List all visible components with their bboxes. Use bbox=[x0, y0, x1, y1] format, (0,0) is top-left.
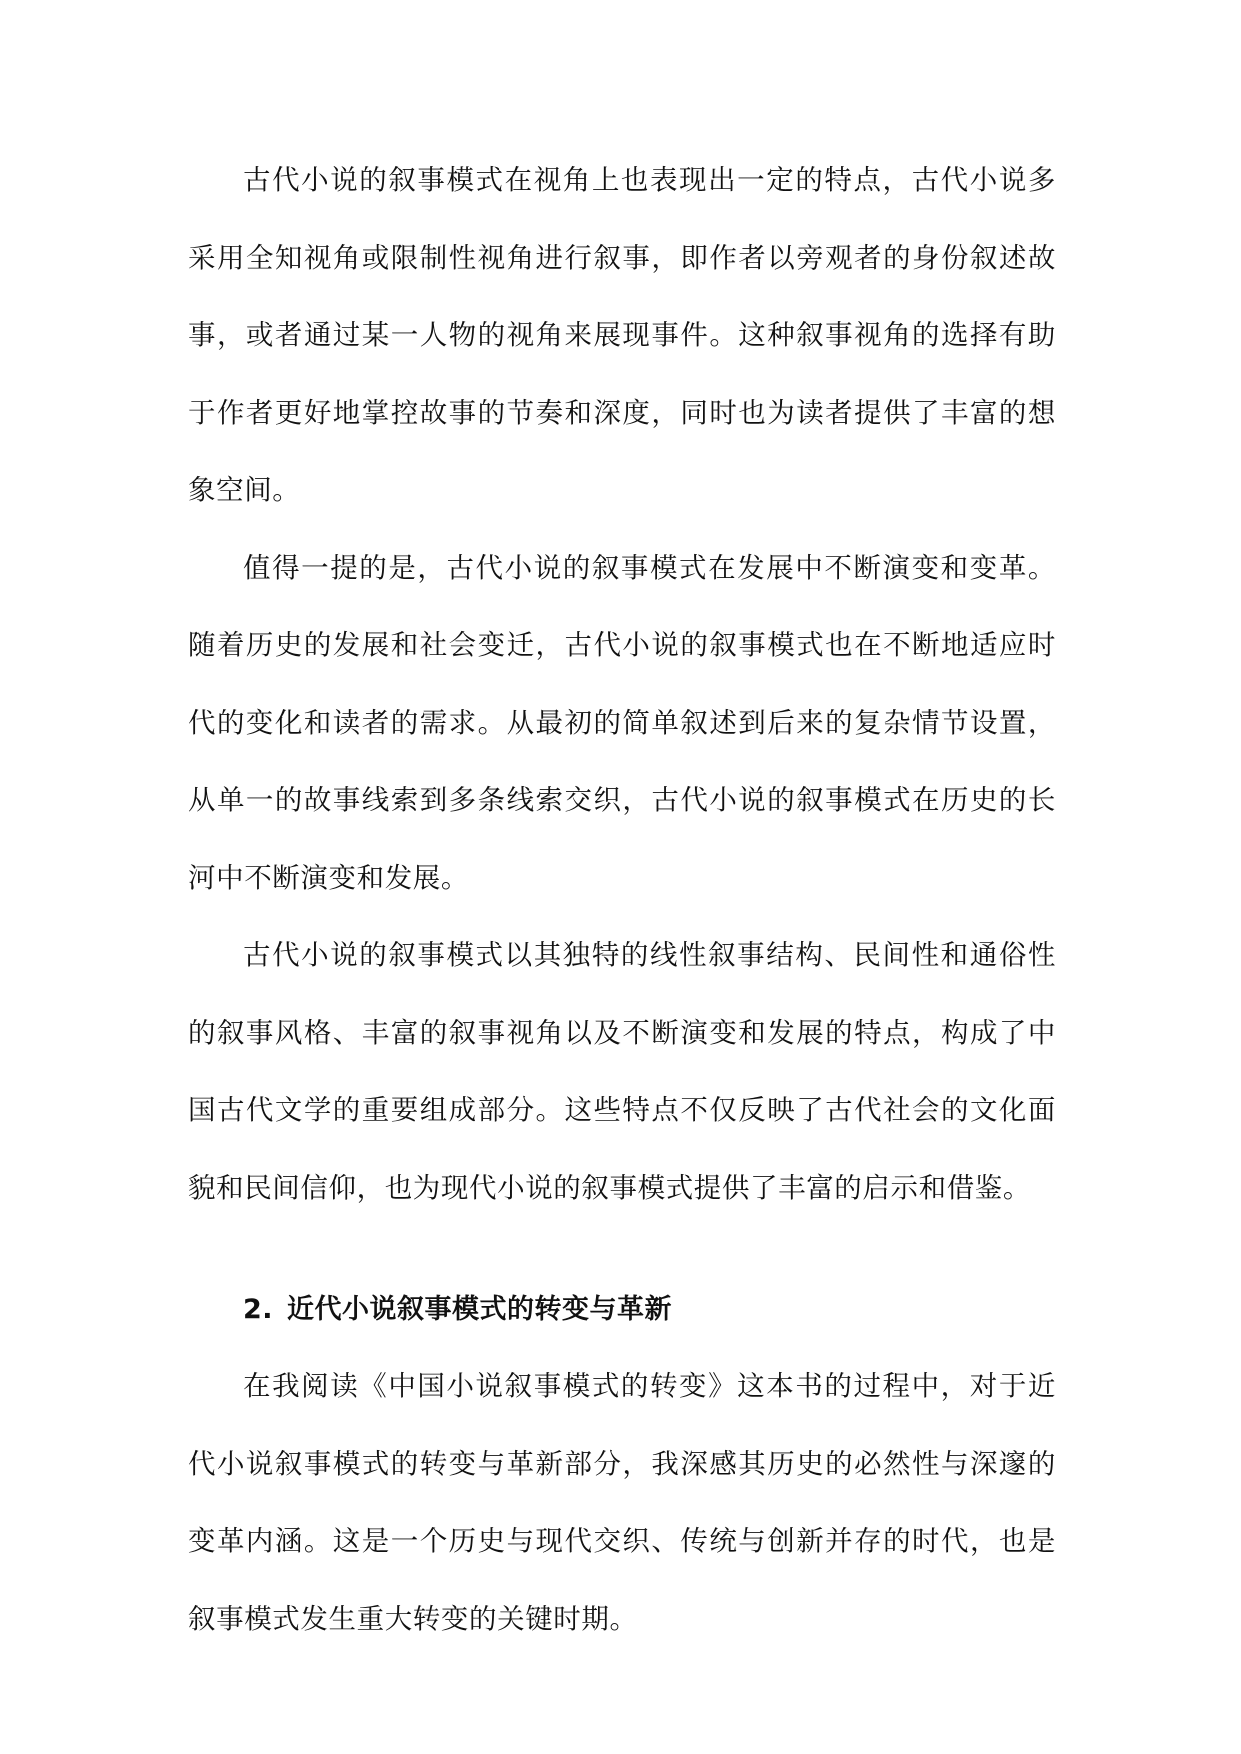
section-heading bbox=[188, 1271, 1056, 1348]
paragraph-narrative-perspective: 古代小说的叙事模式在视角上也表现出一定的特点，古代小说多采用全知视角或限制性视角进行叙事，即作者以旁观者的身份叙述故事，或者通过某一人物的视角来展现事件。这种叙事视角的选择有助于作者更好地掌控故事的节奏和深度，同时也为读者提供了丰富的想象空间。 bbox=[188, 164, 1056, 506]
section-number: 2. bbox=[243, 1294, 274, 1325]
paragraph-narrative-summary: 古代小说的叙事模式以其独特的线性叙事结构、民间性和通俗性的叙事风格、丰富的叙事视角以及不断演变和发展的特点，构成了中国古代文学的重要组成部分。这些特点不仅反映了古代社会的文化面貌和民间信仰，也为现代小说的叙事模式提供了丰富的启示和借鉴。 bbox=[188, 939, 1056, 1204]
document-body bbox=[188, 142, 1056, 1658]
section-title: 近代小说叙事模式的转变与革新 bbox=[287, 1294, 673, 1325]
paragraph-modern-transition: 在我阅读《中国小说叙事模式的转变》这本书的过程中，对于近代小说叙事模式的转变与革新部分，我深感其历史的必然性与深邃的变革内涵。这是一个历史与现代交织、传统与创新并存的时代，也是叙事模式发生重大转变的关键时期。 bbox=[188, 1370, 1056, 1635]
paragraph-narrative-evolution: 值得一提的是，古代小说的叙事模式在发展中不断演变和变革。随着历史的发展和社会变迁，古代小说的叙事模式也在不断地适应时代的变化和读者的需求。从最初的简单叙述到后来的复杂情节设置，从单一的故事线索到多条线索交织，古代小说的叙事模式在历史的长河中不断演变和发展。 bbox=[188, 551, 1056, 894]
